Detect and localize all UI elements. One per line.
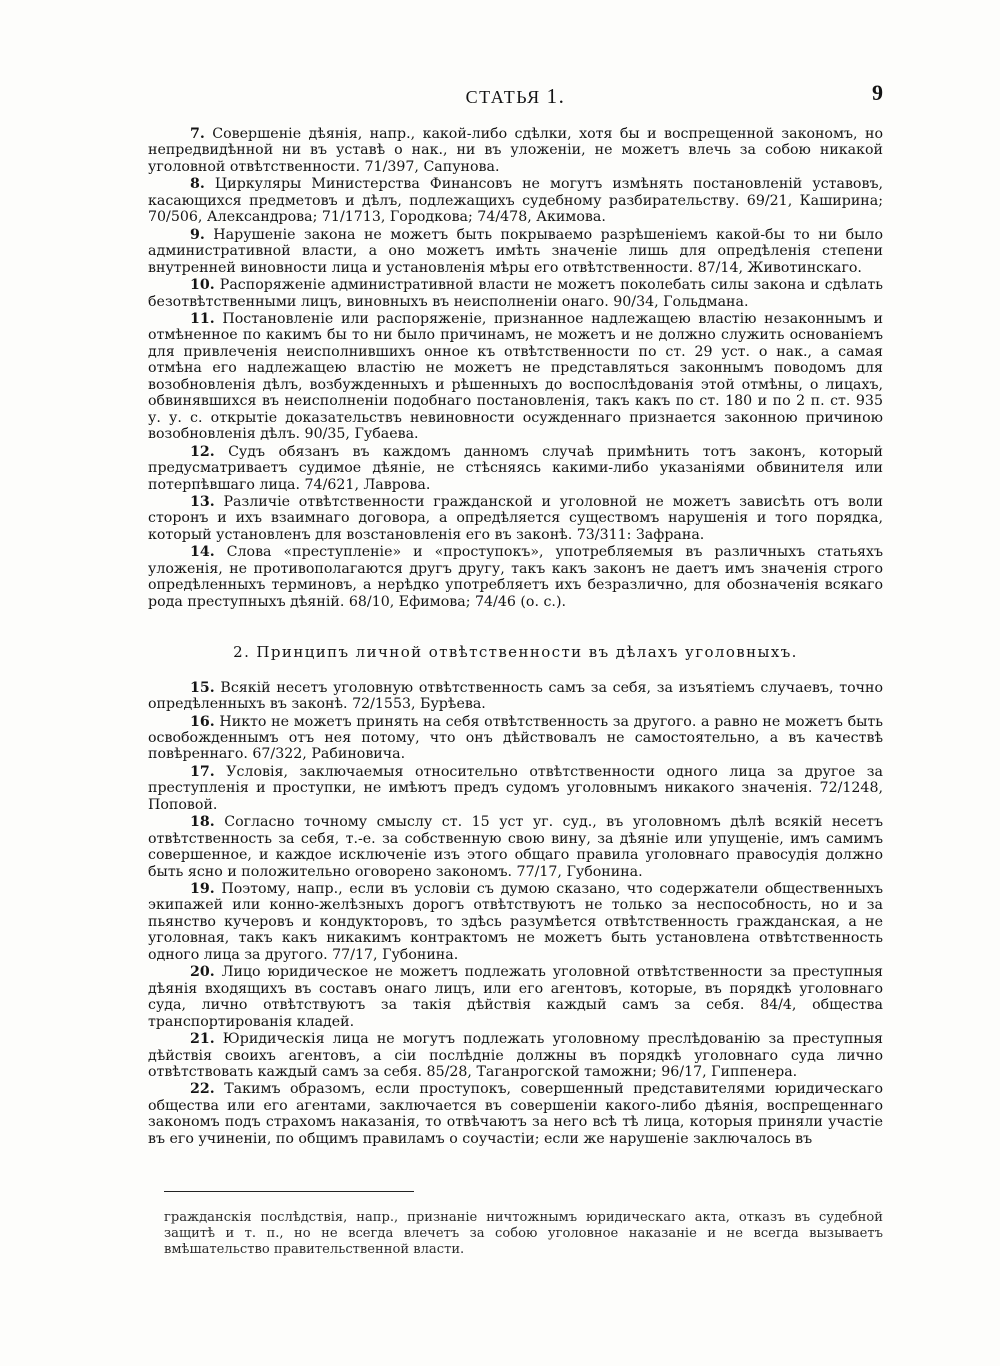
paragraph-text: Всякій несетъ уголовную отвѣтственность самъ за себя, за изъятіемъ случаевъ, точно опредѣленныхъ въ законѣ. 72/1553, Бурѣева.: [148, 679, 883, 713]
numbered-paragraph: [148, 126, 883, 175]
numbered-paragraph: [148, 227, 883, 276]
paragraph-text: Юридическія лица не могутъ подлежать уголовному преслѣдованію за преступныя дѣйствія своихъ агентовъ, а сіи послѣдніе должны въ порядкѣ уголовнаго суда лично отвѣтствовать каждый самъ за себя. 85/28, Таганрогской таможни; 96/17, Гиппенера.: [148, 1031, 883, 1081]
running-title-word: СТАТЬЯ: [465, 87, 541, 107]
paragraph-number: 14.: [190, 544, 215, 561]
paragraph-text: Распоряженіе административной власти не можетъ поколебать силы закона и сдѣлать безотвѣтственными лицъ, виновныхъ въ неисполненіи онаго. 90/34, Гольдмана.: [148, 277, 883, 310]
paragraph-text: Поэтому, напр., если въ условіи съ думою сказано, что содержатели общественныхъ экипажей или конно-желѣзныхъ дорогъ отвѣтствуютъ не только за неспособность, но и за пьянство кучеровъ и кондукторовъ, то здѣсь разумѣется отвѣтственность гражданская, а не уголовная, такъ какъ никакимъ контрактомъ не можетъ быть установлена отвѣтственность одного лица за другого. 77/17, Губонина.: [148, 881, 883, 963]
paragraph-number: 22.: [190, 1081, 215, 1098]
footnote-divider: [164, 1191, 414, 1192]
paragraph-number: 17.: [190, 763, 215, 780]
footnote-text: гражданскія послѣдствія, напр., признаніе ничтожнымъ юридическаго акта, отказъ въ судебной защитѣ и т. п., но не всегда влечетъ за собою уголовное наказаніе и не всегда вызываетъ вмѣшательство правительственной власти.: [164, 1210, 883, 1257]
numbered-paragraph: [148, 544, 883, 610]
numbered-paragraph: [148, 311, 883, 443]
numbered-paragraph: [148, 814, 883, 880]
section-heading: 2. Принципъ личной отвѣтственности въ дѣлахъ уголовныхъ.: [233, 643, 798, 662]
numbered-paragraph: [148, 714, 883, 763]
paragraph-number: 18.: [190, 814, 215, 831]
numbered-paragraph: [148, 1031, 883, 1080]
numbered-paragraph: [148, 1081, 883, 1147]
numbered-paragraph: [148, 964, 883, 1030]
paragraph-text: Лицо юридическое не можетъ подлежать уголовной отвѣтственности за преступныя дѣянія входящихъ въ составъ онаго лицъ, или его агентовъ, которые, въ порядкѣ уголовнаго суда, лично отвѣтствуютъ за такія дѣйствія каждый самъ за себя. 84/4, общества транспортированія кладей.: [148, 964, 883, 1030]
article-number: 1.: [546, 84, 566, 108]
paragraph-text: Постановленіе или распоряженіе, признанное надлежащею властію незаконнымъ и отмѣненное по какимъ бы то ни было причинамъ, не можетъ и не должно служить основаніемъ для привлеченія неисполнившихъ онное къ отвѣтственности по ст. 29 уст. о нак., а самая отмѣна его надлежащею властію не можетъ не представляться законнымъ поводомъ для возобновленія дѣлъ, возбужденныхъ и рѣшенныхъ до воспослѣдованія этой отмѣны, о лицахъ, обвинявшихся въ неисполненіи подобнаго постановленія, такъ какъ по ст. 180 и по 2 п. ст. 935 у. у. с. открытіе доказательствъ невиновности осужденнаго признается законною причиною возобновленія дѣлъ. 90/35, Губаева.: [148, 310, 883, 443]
numbered-paragraph: [148, 680, 883, 713]
paragraph-text: Слова «преступленіе» и «проступокъ», употребляемыя въ различныхъ статьяхъ уложенія, не противополагаются другъ другу, такъ какъ законъ не даетъ имъ значенія строго опредѣленныхъ терминовъ, а нерѣдко употребляетъ ихъ безразлично, для обозначенія всякаго рода преступныхъ дѣяній. 68/10, Ефимова; 74/46 (о. с.).: [148, 544, 883, 610]
page-header: [148, 80, 883, 110]
paragraph-text: Различіе отвѣтственности гражданской и уголовной не можетъ зависѣть отъ воли сторонъ и ихъ взаимнаго договора, а опредѣляется существомъ нарушенія и того порядка, который установленъ для возстановленія его въ законѣ. 73/311: Зафрана.: [148, 493, 883, 543]
paragraph-number: 7.: [190, 126, 205, 142]
numbered-paragraph: [148, 494, 883, 543]
paragraph-number: 13.: [190, 493, 215, 510]
paragraph-number: 9.: [190, 226, 205, 243]
paragraph-number: 12.: [190, 443, 215, 460]
paragraph-group-1: [148, 126, 883, 610]
running-title: [148, 84, 883, 109]
paragraph-number: 8.: [190, 176, 205, 193]
page-number: 9: [872, 80, 883, 105]
paragraph-text: Условія, заключаемыя относительно отвѣтственности одного лица за другое за преступленія и проступки, не имѣютъ предъ судомъ уголовнымъ никакого значенія. 72/1248, Поповой.: [148, 763, 883, 813]
numbered-paragraph: [148, 277, 883, 310]
paragraph-text: Судъ обязанъ въ каждомъ данномъ случаѣ примѣнить тотъ законъ, который предусматриваетъ судимое дѣяніе, не стѣсняясь какими-либо указаніями обвинителя или потерпѣвшаго лица. 74/621, Лаврова.: [148, 443, 883, 493]
paragraph-text: Нарушеніе закона не можетъ быть покрываемо разрѣшеніемъ какой-бы то ни было административной власти, а оно можетъ имѣть значеніе лишь для опредѣленія степени внутренней виновности лица и установленія мѣры его отвѣтственности. 87/14, Животинскаго.: [148, 226, 883, 276]
paragraph-text: Циркуляры Министерства Финансовъ не могутъ измѣнять постановленій уставовъ, касающихся предметовъ и дѣлъ, подлежащихъ судебному разбирательству. 69/21, Каширина; 70/506, Александрова; 71/1713, Городкова; 74/478, Акимова.: [148, 176, 883, 226]
numbered-paragraph: [148, 881, 883, 963]
paragraph-number: 10.: [190, 277, 215, 294]
numbered-paragraph: [148, 764, 883, 813]
paragraph-text: Такимъ образомъ, если проступокъ, совершенный представителями юридическаго общества или его агентами, заключается въ совершеніи какого-либо дѣянія, воспрещеннаго закономъ подъ страхомъ наказанія, то отвѣчаютъ за него всѣ тѣ лица, которыя приняли участіе въ его учиненіи, по общимъ правиламъ о соучастіи; если же нарушеніе заключалось въ: [148, 1081, 883, 1147]
paragraph-number: 19.: [190, 881, 215, 898]
paragraph-text: Совершеніе дѣянія, напр., какой-либо сдѣлки, хотя бы и воспрещенной закономъ, но непредвидѣнной ни въ уставѣ о нак., ни въ уложеніи, не можетъ влечь за собою никакой уголовной отвѣтственности. 71/397, Сапунова.: [148, 126, 883, 175]
paragraph-number: 11.: [190, 310, 215, 327]
paragraph-number: 15.: [190, 679, 215, 696]
paragraph-number: 21.: [190, 1031, 215, 1048]
numbered-paragraph: [148, 444, 883, 493]
paragraph-text: Никто не можетъ принять на себя отвѣтственность за другого. а равно не можетъ быть освобожденнымъ отъ нея потому, что онъ дѣйствовалъ не самостоятельно, а въ качествѣ повѣреннаго. 67/322, Рабиновича.: [148, 713, 883, 763]
paragraph-number: 20.: [190, 964, 215, 981]
paragraph-number: 16.: [190, 713, 215, 730]
page-body: [148, 126, 883, 1148]
paragraph-text: Согласно точному смыслу ст. 15 уст уг. суд., въ уголовномъ дѣлѣ всякій несетъ отвѣтственность за себя, т.-е. за собственную свою вину, за дѣяніе или упущеніе, имъ самимъ совершенное, и каждое исключеніе изъ этого общаго правила уголовнаго правосудія должно быть ясно и положительно оговорено закономъ. 77/17, Губонина.: [148, 814, 883, 880]
numbered-paragraph: [148, 176, 883, 225]
paragraph-group-2: [148, 680, 883, 1148]
